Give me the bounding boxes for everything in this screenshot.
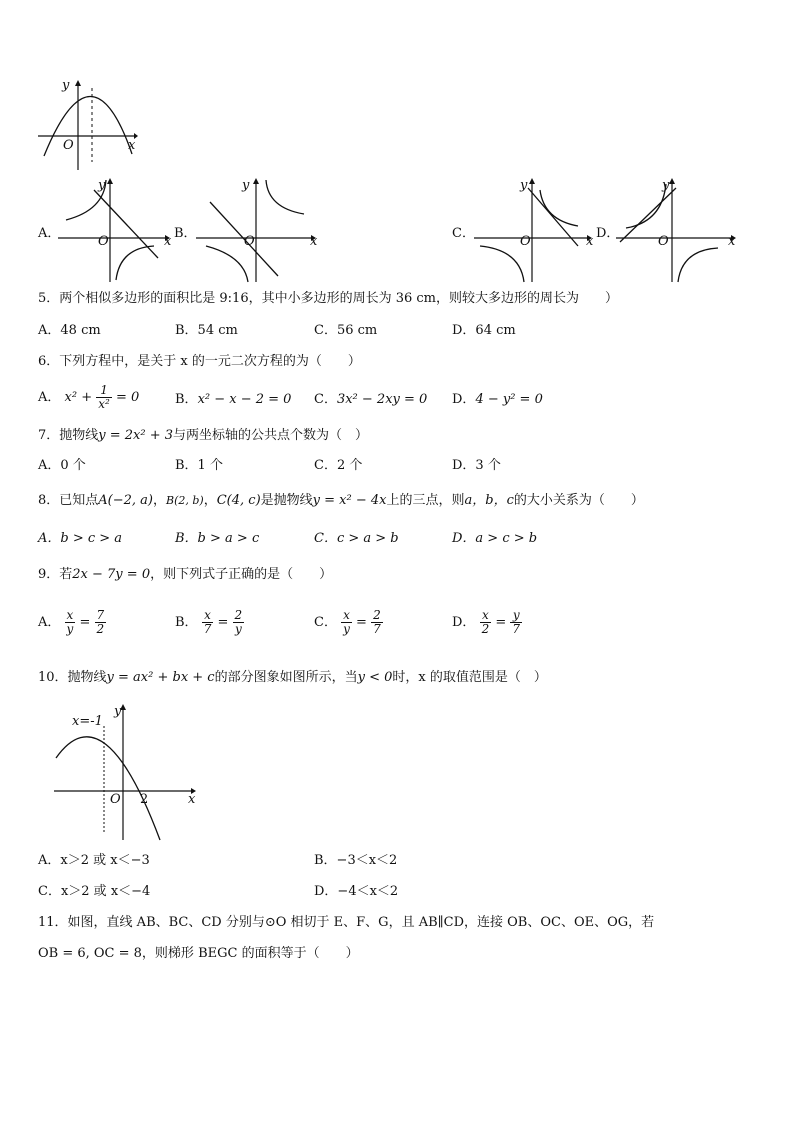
q10-option-b[interactable]: B．−3＜x＜2 <box>314 853 398 868</box>
q5-option-b[interactable]: B．54 cm <box>175 323 238 338</box>
q4-b-y-label: y <box>242 178 250 193</box>
q7-option-c[interactable]: C．2 个 <box>314 458 363 473</box>
q6-option-c[interactable]: C．3x² − 2xy = 0 <box>314 392 428 407</box>
q10-option-d[interactable]: D．−4＜x＜2 <box>314 884 399 899</box>
q10-root-label: 2 <box>140 792 149 807</box>
q10-x-label: x <box>188 792 196 807</box>
q6-option-d[interactable]: D．4 − y² = 0 <box>452 392 543 407</box>
q5-stem: 5．两个相似多边形的面积比是 9:16，其中小多边形的周长为 36 cm，则较大多边形的周长为 ） <box>38 291 619 306</box>
top-parabola-graph <box>38 78 138 173</box>
q5-option-c[interactable]: C．56 cm <box>314 323 378 338</box>
q4-d-origin-label: O <box>658 234 669 249</box>
q9-option-d[interactable]: D． $\frac{x}{2}$ = $\frac{y}{7}$ <box>452 608 521 636</box>
q4-b-origin-label: O <box>244 234 255 249</box>
q10-origin-label: O <box>110 792 121 807</box>
q5-option-a[interactable]: A．48 cm <box>38 323 101 338</box>
q4-option-c-letter[interactable]: C． <box>452 226 475 241</box>
q4-d-y-label: y <box>662 178 670 193</box>
q10-axis-label: x=-1 <box>72 714 103 729</box>
q9-option-a[interactable]: A． $\frac{x}{y}$ = $\frac{7}{2}$ <box>38 608 105 636</box>
q7-stem: 7．抛物线y = 2x² + 3与两坐标轴的公共点个数为（ ） <box>38 428 369 443</box>
q6-stem: 6．下列方程中，是关于 x 的一元二次方程的为（ ） <box>38 354 361 369</box>
q7-option-d[interactable]: D．3 个 <box>452 458 501 473</box>
y-axis-arrow <box>75 80 81 86</box>
top-graph-y-label: y <box>62 78 70 93</box>
q9-option-c[interactable]: C． $\frac{x}{y}$ = $\frac{2}{7}$ <box>314 608 381 636</box>
q4-a-y-label: y <box>98 178 106 193</box>
q10-y-label: y <box>114 704 122 719</box>
q4-option-d-letter[interactable]: D． <box>596 226 620 241</box>
q6-a-fraction: $\frac{1}{\text{x²}}$ <box>98 383 110 411</box>
q8-stem: 8．已知点A(−2, a)，B(2, b)，C(4, c)是抛物线y = x² − 4x上的三点，则a，b，c的大小关系为（ ） <box>38 493 644 508</box>
q4-option-b-graph[interactable] <box>196 176 318 284</box>
q4-b-x-label: x <box>310 234 318 249</box>
q7-option-b[interactable]: B．1 个 <box>175 458 223 473</box>
q10-stem: 10．抛物线y = ax² + bx + c的部分图象如图所示，当y < 0时，x 的取值范围是（ ） <box>38 670 547 685</box>
q4-c-y-label: y <box>520 178 528 193</box>
q9-option-b[interactable]: B． $\frac{x}{7}$ = $\frac{2}{y}$ <box>175 608 243 636</box>
q5-option-d[interactable]: D．64 cm <box>452 323 516 338</box>
q4-option-a-letter[interactable]: A． <box>38 226 61 241</box>
q6-option-a[interactable]: A． x² + $\frac{1}{\text{x²}}$ = 0 <box>38 383 140 411</box>
q4-a-x-label: x <box>164 234 172 249</box>
q8-option-c[interactable]: C．c > a > b <box>314 531 399 546</box>
q4-c-origin-label: O <box>520 234 531 249</box>
q4-option-c-graph[interactable] <box>474 176 594 284</box>
q4-a-origin-label: O <box>98 234 109 249</box>
q9-stem: 9．若2x − 7y = 0，则下列式子正确的是（ ） <box>38 567 333 582</box>
q10-option-a[interactable]: A．x＞2 或 x＜−3 <box>38 853 150 868</box>
top-graph-x-label: x <box>128 138 136 153</box>
q8-option-a[interactable]: A．b > c > a <box>38 531 123 546</box>
q4-d-x-label: x <box>728 234 736 249</box>
parabola-curve <box>44 96 132 156</box>
q11-stem-line2: OB = 6, OC = 8，则梯形 BEGC 的面积等于（ ） <box>38 946 359 961</box>
top-graph-origin-label: O <box>63 138 74 153</box>
q4-option-b-letter[interactable]: B． <box>174 226 197 241</box>
q6-option-b[interactable]: B．x² − x − 2 = 0 <box>175 392 292 407</box>
q10-option-c[interactable]: C．x＞2 或 x＜−4 <box>38 884 151 899</box>
q4-option-d-graph[interactable] <box>616 176 738 284</box>
q4-c-x-label: x <box>586 234 594 249</box>
q4-option-a-graph[interactable] <box>58 176 170 284</box>
q8-option-b[interactable]: B．b > a > c <box>175 531 260 546</box>
q11-stem-line1: 11．如图，直线 AB、BC、CD 分别与⊙O 相切于 E、F、G，且 AB∥CD，连接 OB、OC、OE、OG，若 <box>38 915 655 930</box>
q8-option-d[interactable]: D．a > c > b <box>452 531 538 546</box>
q7-option-a[interactable]: A．0 个 <box>38 458 86 473</box>
